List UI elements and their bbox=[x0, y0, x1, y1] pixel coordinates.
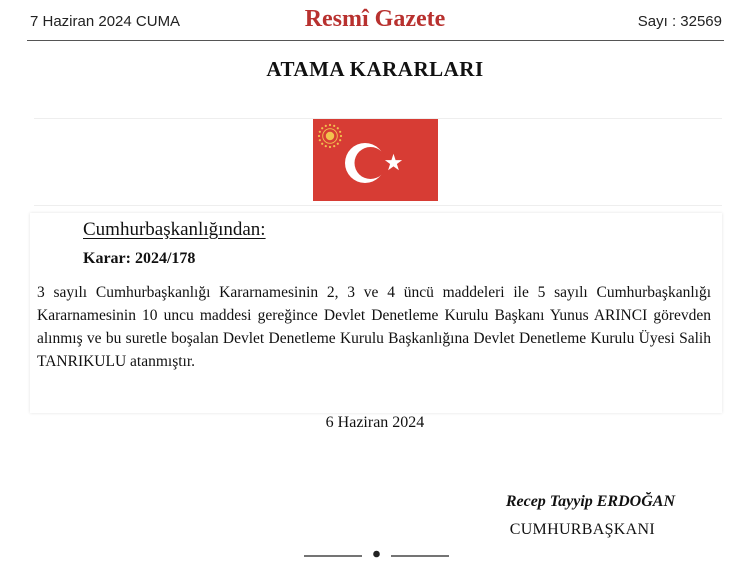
section-title: ATAMA KARARLARI bbox=[266, 57, 484, 81]
gazette-date: 7 Haziran 2024 CUMA bbox=[30, 13, 181, 30]
gazette-issue-number: Sayı : 32569 bbox=[637, 13, 722, 30]
header-divider bbox=[27, 40, 724, 41]
end-mark-divider bbox=[304, 543, 449, 563]
decision-body: 3 sayılı Cumhurbaşkanlığı Kararnamesinin 2, 3 ve 4 üncü maddeleri ile 5 sayılı Cumhurbaşkanlığı Kararnamesinin 10 uncu maddesi gereğince Devlet Denetleme Kurulu Başkanı Yunus ARINCI görevden alınmış ve bu suretle boşalan Devlet Denetleme Kurulu Başkanlığına Devlet Denetleme Kurulu Üyesi Salih TANRIKULU atanmıştır. bbox=[37, 284, 711, 370]
decision-date: 6 Haziran 2024 bbox=[325, 414, 425, 431]
gazette-title: Resmî Gazete bbox=[304, 6, 446, 32]
decision-authority: Cumhurbaşkanlığından: bbox=[83, 219, 266, 240]
decision-number: Karar: 2024/178 bbox=[83, 250, 196, 267]
signer-title: CUMHURBAŞKANI bbox=[509, 521, 655, 538]
turkish-flag-icon bbox=[313, 119, 438, 201]
signer-name: Recep Tayyip ERDOĞAN bbox=[505, 493, 675, 510]
